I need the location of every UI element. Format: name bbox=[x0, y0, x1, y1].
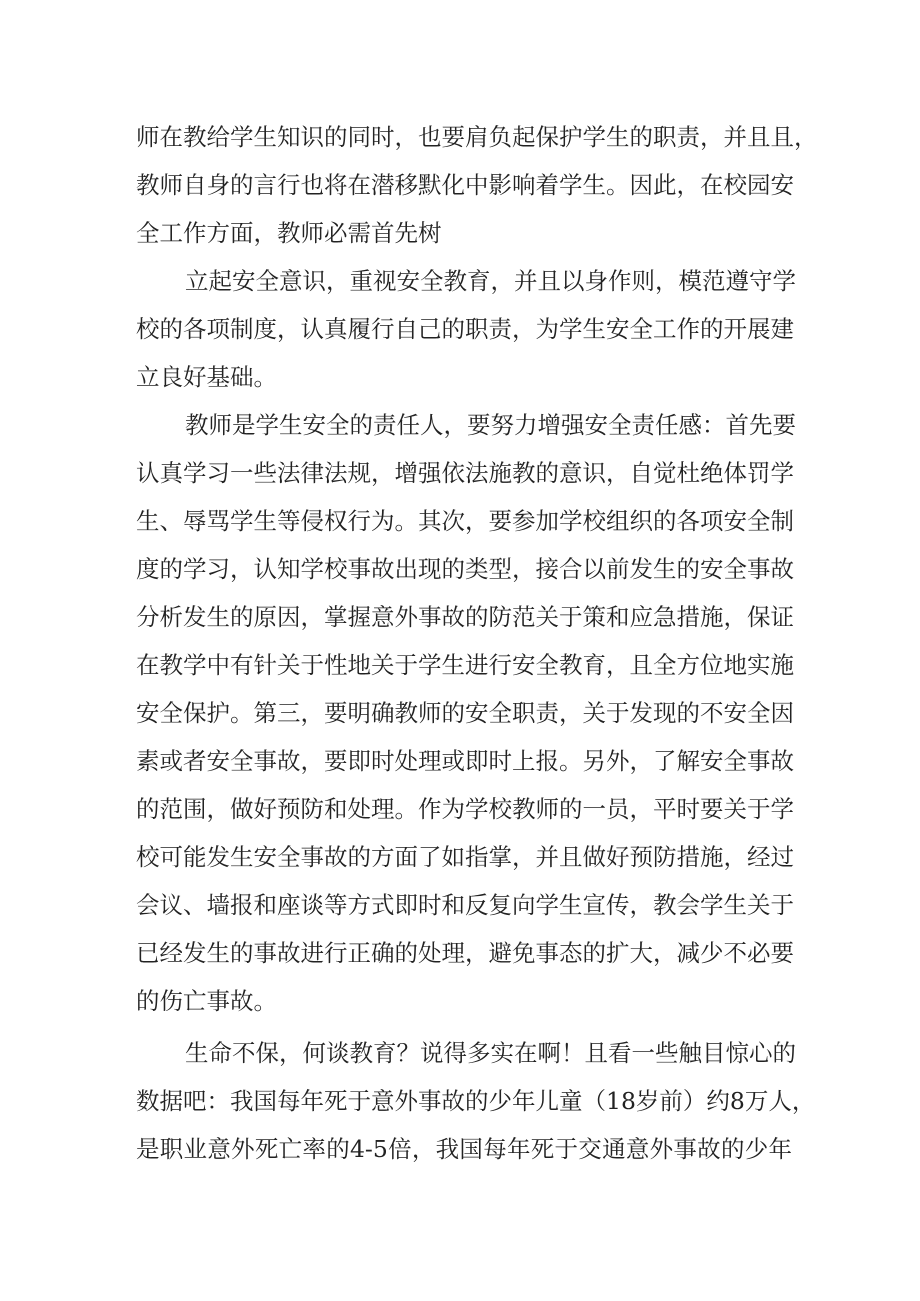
text-line: 的伤亡事故。 bbox=[136, 987, 277, 1015]
text-line: 生命不保，何谈教育？说得多实在啊！且看一些触目惊心的 bbox=[185, 1039, 796, 1067]
document-body bbox=[136, 113, 818, 1173]
text-line: 已经发生的事故进行正确的处理，避免事态的扩大，减少不必要 bbox=[136, 939, 794, 967]
paragraph-3 bbox=[136, 401, 796, 1025]
text-line: 在教学中有针关于性地关于学生进行安全教育，且全方位地实施 bbox=[136, 651, 794, 679]
text-line: 分析发生的原因，掌握意外事故的防范关于策和应急措施，保证 bbox=[136, 603, 794, 631]
text-line: 立良好基础。 bbox=[136, 363, 277, 391]
paragraph-4 bbox=[136, 1029, 816, 1173]
paragraph-2 bbox=[136, 257, 796, 401]
text-line: 校的各项制度，认真履行自己的职责，为学生安全工作的开展建 bbox=[136, 315, 794, 343]
text-line: 素或者安全事故，要即时处理或即时上报。另外，了解安全事故 bbox=[136, 747, 794, 775]
text-line: 校可能发生安全事故的方面了如指掌，并且做好预防措施，经过 bbox=[136, 843, 794, 871]
text-line: 师在教给学生知识的同时，也要肩负起保护学生的职责，并且且， bbox=[136, 123, 818, 151]
text-line: 全工作方面，教师必需首先树 bbox=[136, 219, 442, 247]
text-line: 教师是学生安全的责任人，要努力增强安全责任感：首先要 bbox=[185, 411, 796, 439]
paragraph-1 bbox=[136, 113, 818, 257]
text-line: 会议、墙报和座谈等方式即时和反复向学生宣传，教会学生关于 bbox=[136, 891, 794, 919]
text-line: 的范围，做好预防和处理。作为学校教师的一员，平时要关于学 bbox=[136, 795, 794, 823]
text-line: 教师自身的言行也将在潜移默化中影响着学生。因此，在校园安 bbox=[136, 171, 794, 199]
text-line: 认真学习一些法律法规，增强依法施教的意识，自觉杜绝体罚学 bbox=[136, 459, 794, 487]
text-line: 立起安全意识，重视安全教育，并且以身作则，模范遵守学 bbox=[185, 267, 796, 295]
text-line: 度的学习，认知学校事故出现的类型，接合以前发生的安全事故 bbox=[136, 555, 794, 583]
text-line: 生、辱骂学生等侵权行为。其次，要参加学校组织的各项安全制 bbox=[136, 507, 794, 535]
text-line: 数据吧：我国每年死于意外事故的少年儿童（18岁前）约8万人， bbox=[136, 1087, 816, 1115]
text-line: 安全保护。第三，要明确教师的安全职责，关于发现的不安全因 bbox=[136, 699, 794, 727]
text-line: 是职业意外死亡率的4-5倍，我国每年死于交通意外事故的少年 bbox=[136, 1135, 792, 1163]
